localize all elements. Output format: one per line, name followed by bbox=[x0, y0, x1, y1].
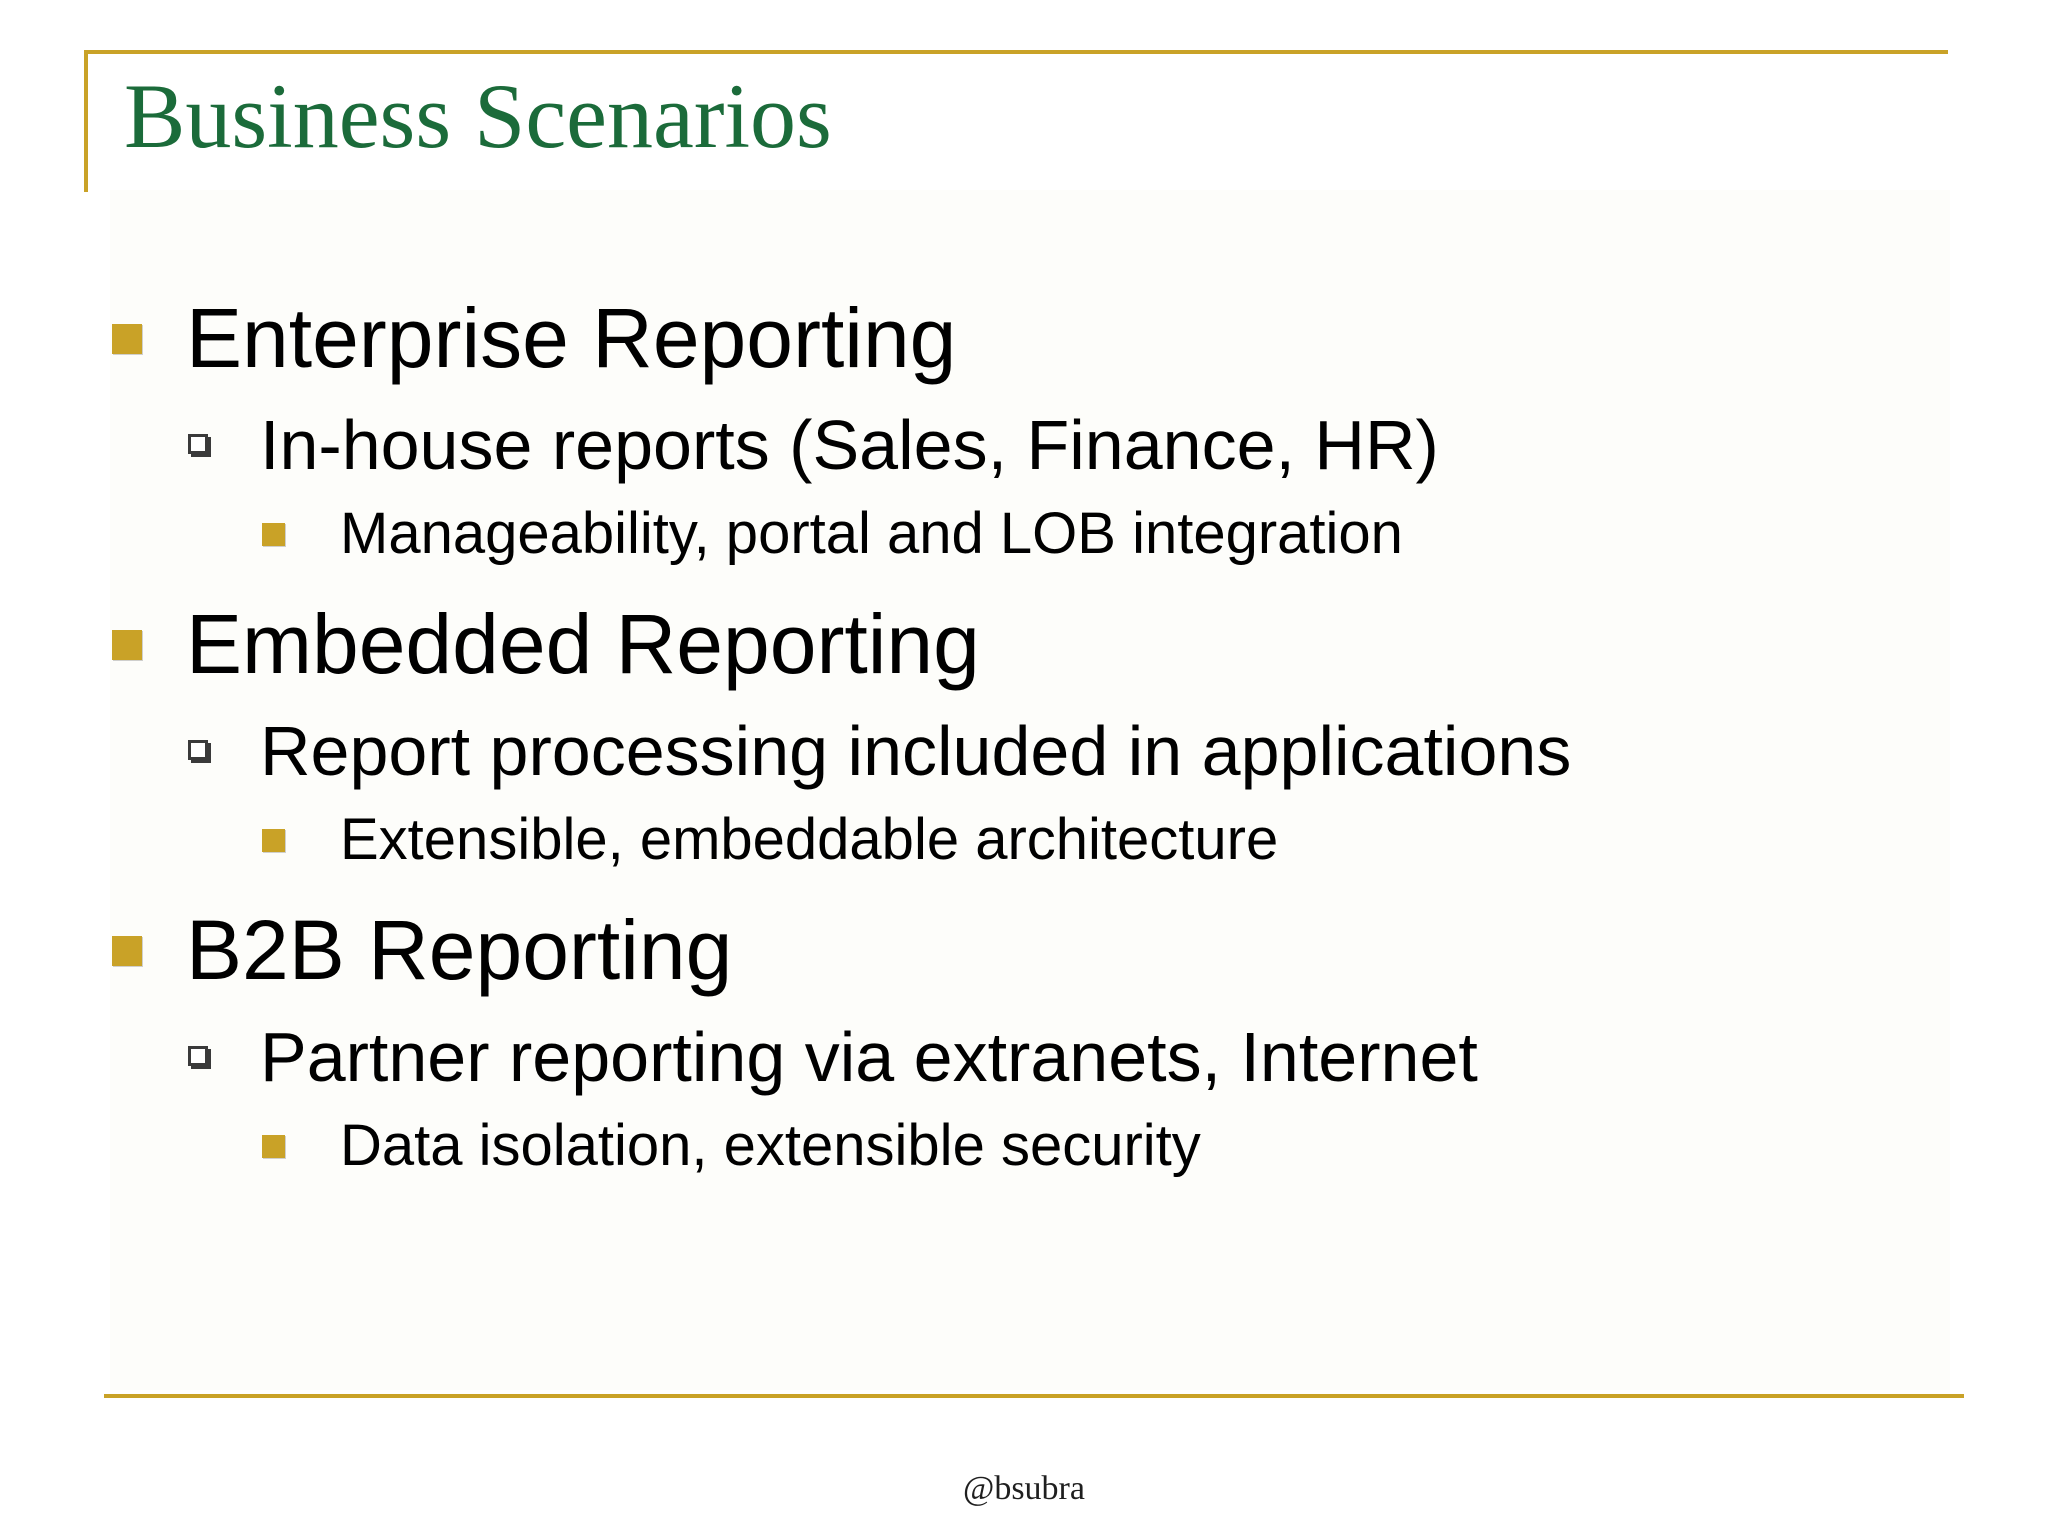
square-bullet-icon bbox=[112, 324, 142, 354]
square-bullet-icon bbox=[112, 936, 142, 966]
bullet-heading: B2B Reporting bbox=[186, 903, 733, 997]
bullet-heading: Embedded Reporting bbox=[186, 597, 980, 691]
footer-handle: @bsubra bbox=[963, 1470, 1085, 1507]
hollow-square-bullet-icon bbox=[188, 1046, 208, 1066]
footer-rule bbox=[104, 1394, 1964, 1398]
square-bullet-icon bbox=[262, 523, 285, 546]
bullet-sub: Partner reporting via extranets, Internet bbox=[260, 1018, 1478, 1096]
square-bullet-icon bbox=[262, 829, 285, 852]
bullet-detail: Extensible, embeddable architecture bbox=[340, 807, 1279, 872]
title-left-rule bbox=[84, 50, 88, 192]
hollow-square-bullet-icon bbox=[188, 434, 208, 454]
slide-title: Business Scenarios bbox=[124, 65, 832, 167]
bullet-heading: Enterprise Reporting bbox=[186, 291, 957, 385]
square-bullet-icon bbox=[112, 630, 142, 660]
bullet-detail: Data isolation, extensible security bbox=[340, 1113, 1201, 1178]
bullet-sub: In-house reports (Sales, Finance, HR) bbox=[260, 406, 1439, 484]
square-bullet-icon bbox=[262, 1135, 285, 1158]
bullet-sub: Report processing included in applications bbox=[260, 712, 1572, 790]
bullet-detail: Manageability, portal and LOB integration bbox=[340, 501, 1403, 566]
title-top-rule bbox=[84, 50, 1948, 54]
hollow-square-bullet-icon bbox=[188, 740, 208, 760]
